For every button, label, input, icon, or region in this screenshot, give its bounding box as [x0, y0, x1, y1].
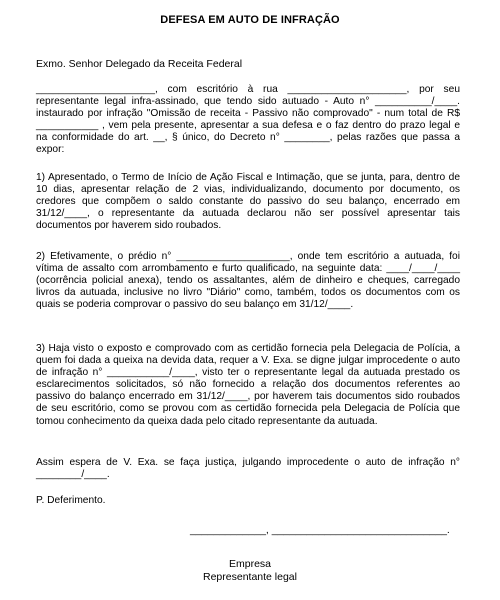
salutation: Exmo. Senhor Delegado da Receita Federal [36, 58, 243, 70]
item-3-paragraph: 3) Haja visto o exposto e comprovado com as certidão fornecia pela Delegacia de Polícia, a quem foi dada a queixa na devida data, requer a V. Exa. se digne julgar improcedente o auto de infração n° ___________/____, visto ter o representante legal da autuada prestado os esclarecimentos solicitados, só não fornecido a relação dos documentos referentes ao passivo do balanço encerrado em 31/12/____, por haverem tais documentos sido roubados de seu escritório, como se provou com as certidão fornecida pela Delegacia de Polícia que tomou conhecimento da queixa dada pelo citado representante da autuada. [36, 343, 460, 427]
deferimento-line: P. Deferimento. [36, 495, 106, 506]
place-date-signature-line: _____________, ______________________________. [190, 524, 450, 536]
representative-label: Representante legal [203, 571, 297, 583]
company-label: Empresa [228, 558, 271, 570]
intro-paragraph: _____________________, com escritório à rua _____________________, por seu representante legal infra-assinado, que tendo sido autuado - Auto n° __________/____. instaurado por infração "Omissão de receita - Passivo não comprovado" - num total de R$ ___________ , vem pela presente, apresentar a sua defesa e o faz dentro do prazo legal e na conformidade do art. __, § único, do Decreto n° ________, pelas razões que passa a expor: [36, 84, 460, 156]
item-1-paragraph: 1) Apresentado, o Termo de Início de Ação Fiscal e Intimação, que se junta, para, dentro de 10 dias, apresentar relação de 2 vias, individualizando, documento por documento, os credores que compõem o saldo constante do passivo do seu balanço, encerrado em 31/12/____, o representante da autuada declarou não ser possível apresentar tais documentos por haverem sido roubados. [36, 172, 460, 232]
signature-block [0, 558, 500, 584]
document-title: DEFESA EM AUTO DE INFRAÇÃO [160, 14, 340, 26]
item-2-paragraph: 2) Efetivamente, o prédio n° ____________________, onde tem escritório a autuada, foi vítima de assalto com arrombamento e furto qualificado, na seguinte data: ____/____/____ (ocorrência policial anexa), tendo os assaltantes, além de dinheiro e cheques, carregado livros da autuada, inclusive no livro "Diário" como, também, todos os documentos com os quais se poderia comprovar o passivo do seu balanço em 31/12/____. [36, 251, 460, 311]
closing-paragraph: Assim espera de V. Exa. se faça justiça, julgando improcedente o auto de infração n° ________/____. [36, 457, 460, 481]
